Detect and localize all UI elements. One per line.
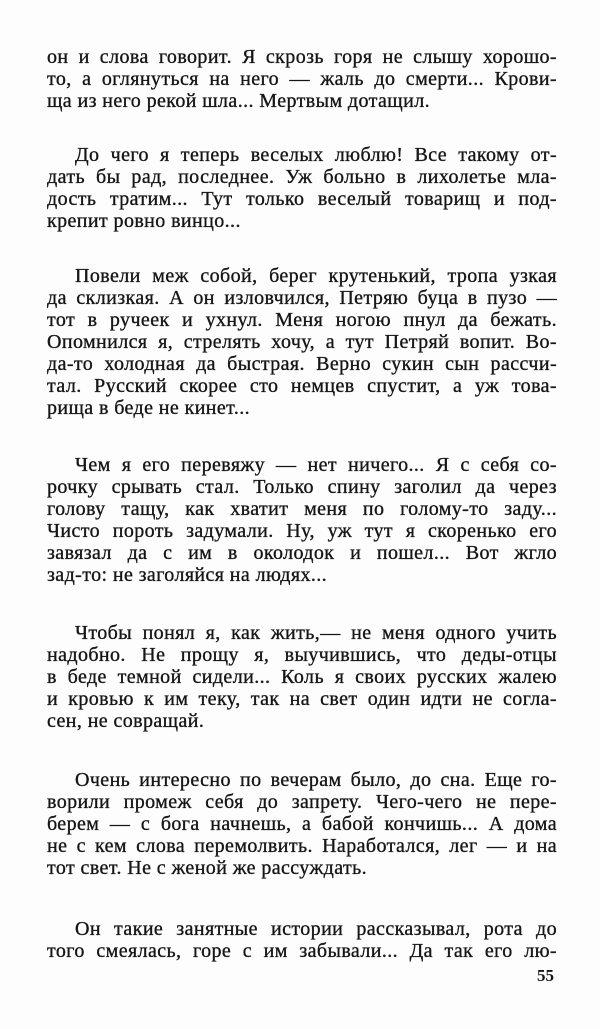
text-line: тот свет. Не с женой же рассуждать. xyxy=(47,857,368,879)
paragraph-3 xyxy=(47,265,557,419)
text-line: тот в ручеек и ухнул. Меня ногою пнул да бежать. xyxy=(47,309,557,331)
text-line: дость тратим... Тут только веселый товарищ и под- xyxy=(47,188,557,210)
text-line: ворили промеж себя до запрету. Чего-чего не пере- xyxy=(47,791,557,813)
text-line: голову тащу, как хватит меня по голому-то заду... xyxy=(47,498,557,520)
text-line: берем — с бога начнешь, а бабой кончишь... А дома xyxy=(47,813,557,835)
text-line: в беде темной сидели... Коль я своих русских жалею xyxy=(47,666,557,688)
text-line: зад-то: не заголяйся на людях... xyxy=(47,564,328,586)
text-line: Чтобы понял я, как жить,— не меня одного учить xyxy=(75,622,557,644)
paragraph-2 xyxy=(47,144,557,232)
text-line: того смеялась, горе с им забывали... Да так его лю- xyxy=(47,940,557,962)
text-line: завязал да с им в околодок и пошел... Вот жгло xyxy=(47,542,557,564)
text-line: Опомнился я, стрелять хочу, а тут Петряй вопит. Во- xyxy=(47,331,557,353)
text-line: Он такие занятные истории рассказывал, рота до xyxy=(75,918,557,940)
text-line: дать бы рад, последнее. Уж больно в лихолетье мла- xyxy=(47,166,557,188)
text-line: крепит ровно винцо... xyxy=(47,210,241,232)
paragraph-6 xyxy=(47,769,557,879)
text-line: Очень интересно по вечерам было, до сна. Еще го- xyxy=(75,769,557,791)
text-line: надобно. Не прощу я, выучившись, что деды-отцы xyxy=(47,644,557,666)
text-line: не с кем слова перемолвить. Наработался, лег — и на xyxy=(47,835,557,857)
text-line: До чего я теперь веселых люблю! Все такому от- xyxy=(75,144,557,166)
text-line: то, а оглянуться на него — жаль до смерти... Крови- xyxy=(47,68,557,90)
text-line: ща из него рекой шла... Мертвым дотащил. xyxy=(47,90,430,112)
text-line: Чисто пороть задумали. Ну, уж тут я скоренько его xyxy=(47,520,557,542)
text-line: Повели меж собой, берег крутенький, тропа узкая xyxy=(75,265,557,287)
paragraph-1 xyxy=(47,46,557,112)
text-line: сен, не совращай. xyxy=(47,710,205,732)
text-line: рочку срывать стал. Только спину заголил да через xyxy=(47,476,557,498)
text-line: тал. Русский скорее сто немцев спустит, а уж това- xyxy=(47,375,557,397)
text-line: и кровью к им теку, так на свет один идти не согла- xyxy=(47,688,557,710)
text-line: рища в беде не кинет... xyxy=(47,397,251,419)
text-line: да склизкая. А он изловчился, Петряю буца в пузо — xyxy=(47,287,557,309)
text-line: он и слова говорит. Я скрозь горя не слышу хорошо- xyxy=(47,46,557,68)
paragraph-7 xyxy=(47,918,557,962)
text-line: да-то холодная да быстрая. Верно сукин сын рассчи- xyxy=(47,353,557,375)
paragraph-4 xyxy=(47,454,557,586)
text-line: Чем я его перевяжу — нет ничего... Я с себя со- xyxy=(75,454,557,476)
paragraph-5 xyxy=(47,622,557,732)
page-number: 55 xyxy=(537,966,554,985)
